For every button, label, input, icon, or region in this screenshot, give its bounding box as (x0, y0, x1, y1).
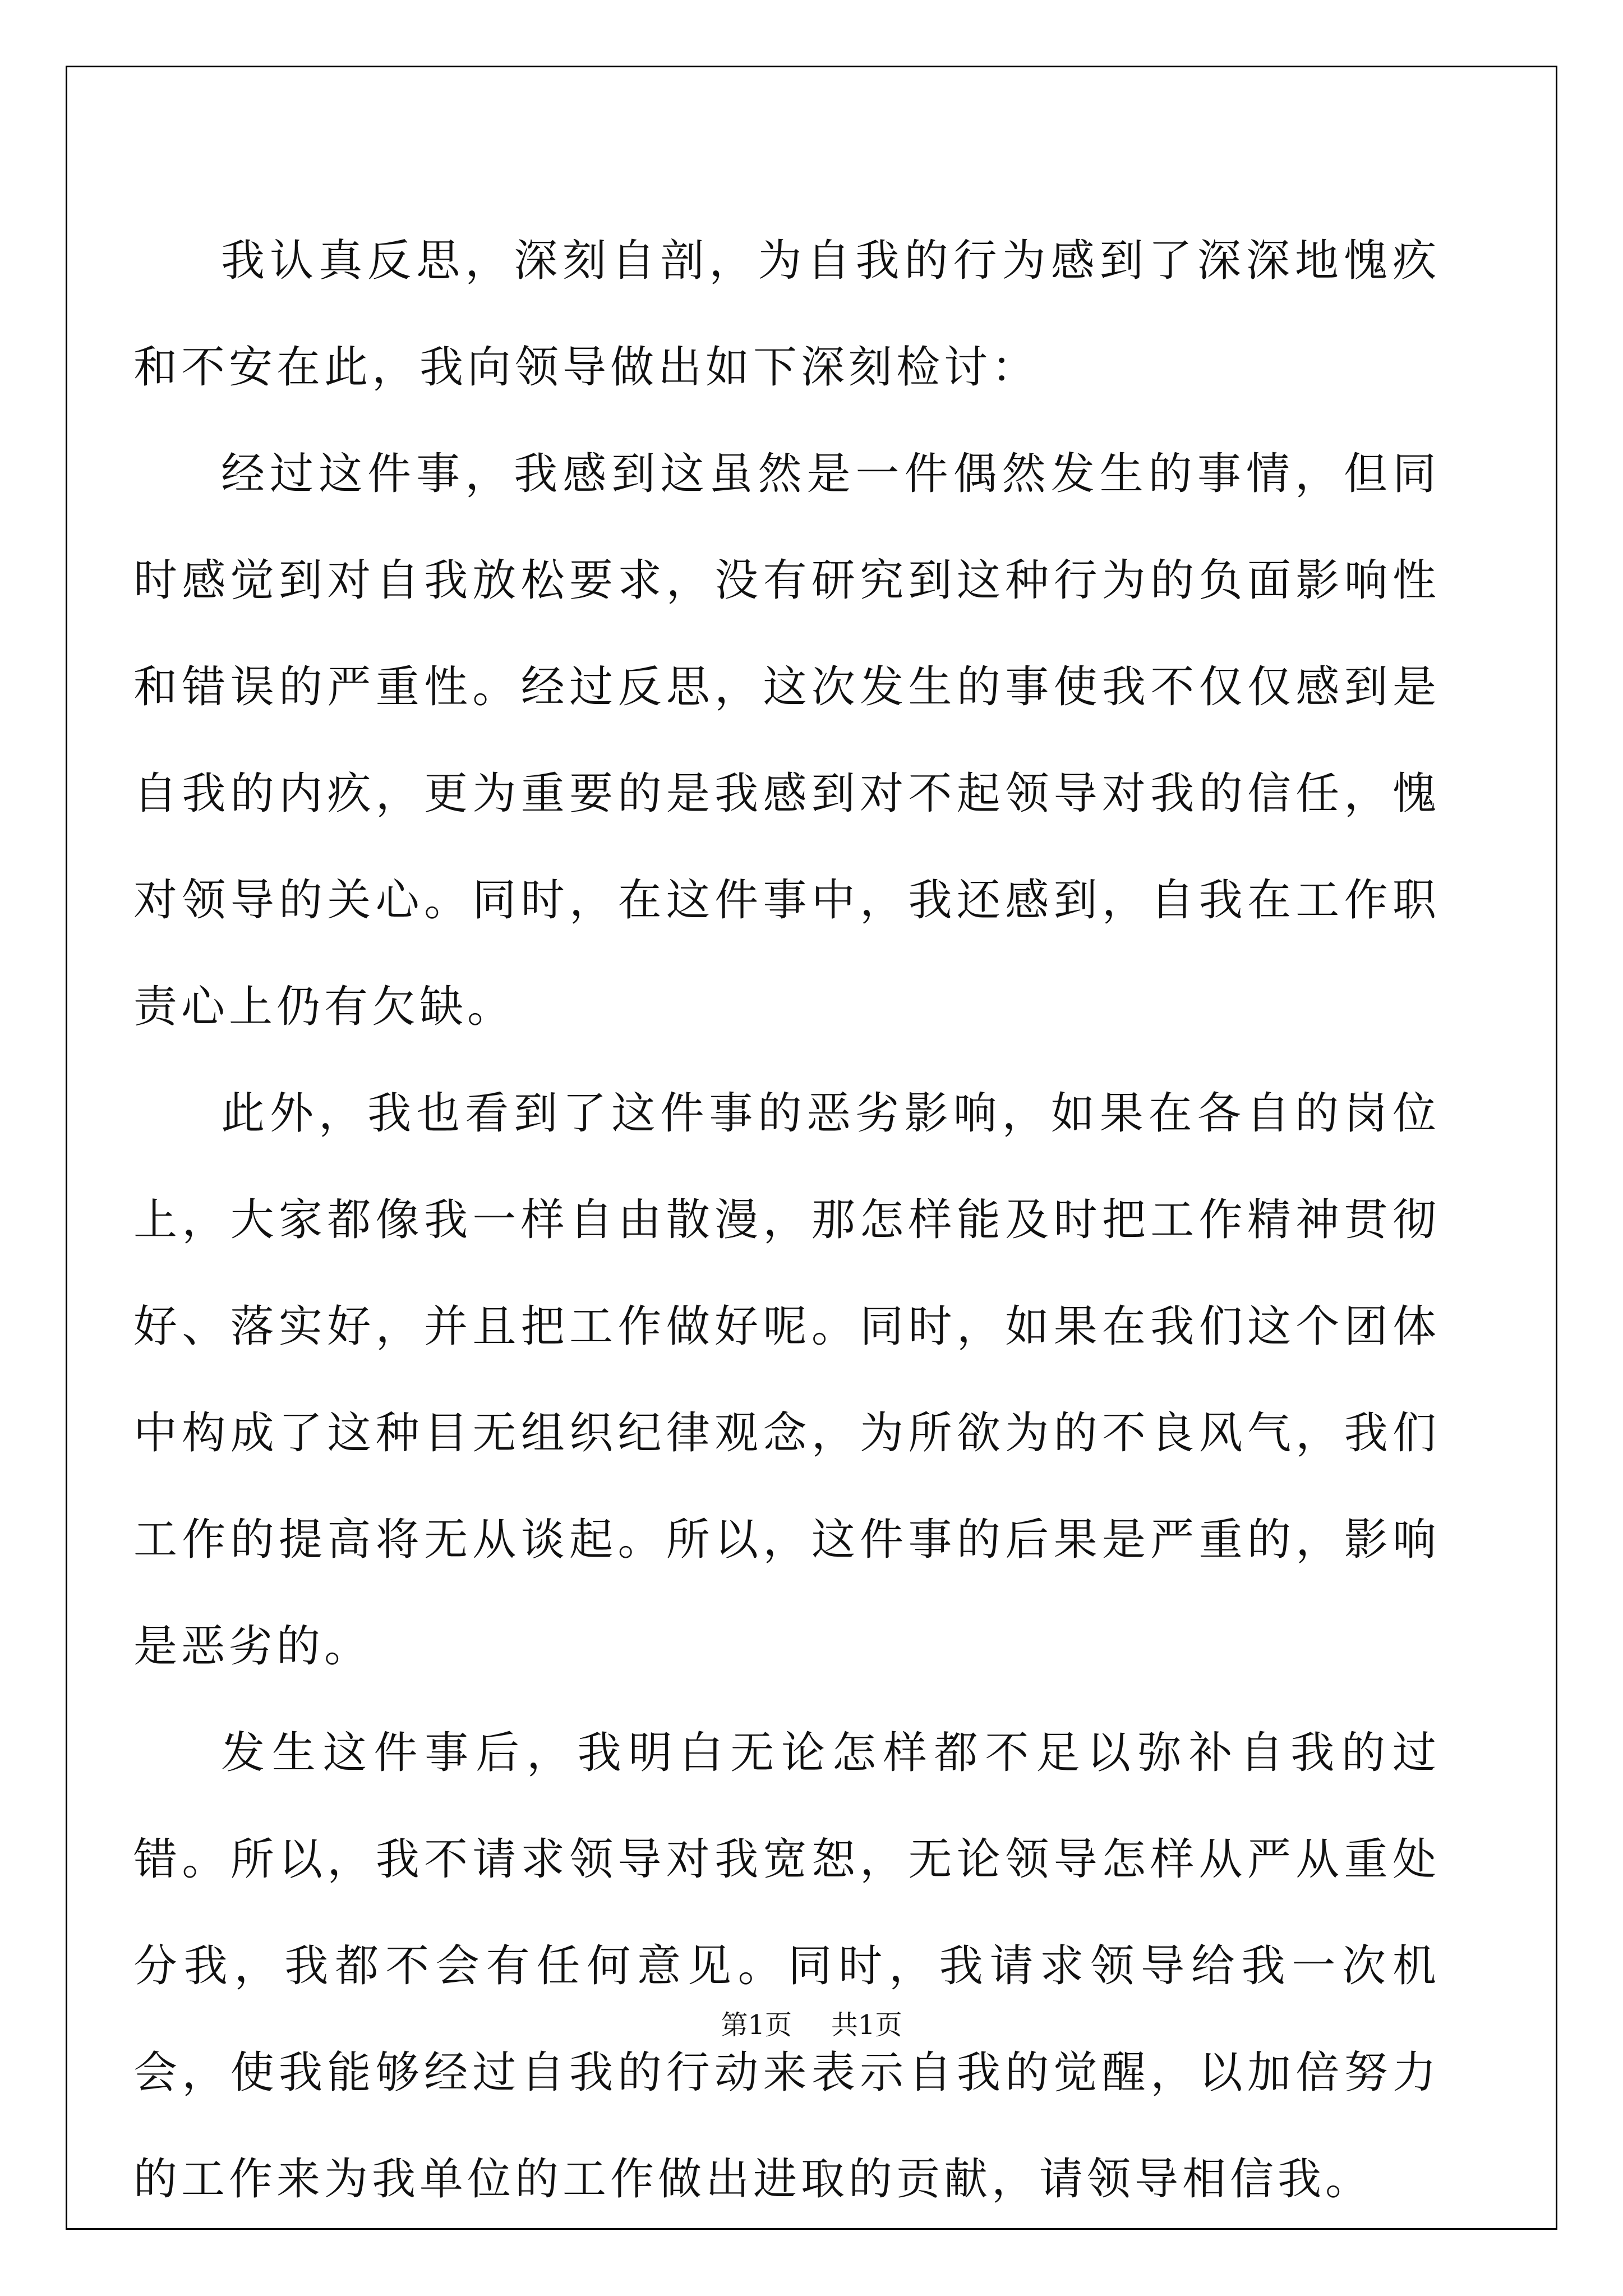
page-number: 第1页 (721, 2009, 792, 2041)
page-footer (0, 2008, 1623, 2042)
paragraph-4: 发生这件事后，我明白无论怎样都不足以弥补自我的过错。所以，我不请求领导对我宽恕，无论领导怎样从严从重处分我，我都不会有任何意见。同时，我请求领导给我一次机会，使我能够经过自我的行动来表示自我的觉醒，以加倍努力的工作来为我单位的工作做出进取的贡献，请领导相信我。 (133, 1728, 1440, 2205)
paragraph-2: 经过这件事，我感到这虽然是一件偶然发生的事情，但同时感觉到对自我放松要求，没有研究到这种行为的负面影响性和错误的严重性。经过反思，这次发生的事使我不仅仅感到是自我的内疚，更为重要的是我感到对不起领导对我的信任，愧对领导的关心。同时，在这件事中，我还感到，自我在工作职责心上仍有欠缺。 (133, 449, 1440, 1032)
page-total: 共1页 (831, 2009, 902, 2041)
paragraph-3: 此外，我也看到了这件事的恶劣影响，如果在各自的岗位上，大家都像我一样自由散漫，那怎样能及时把工作精神贯彻好、落实好，并且把工作做好呢。同时，如果在我们这个团体中构成了这种目无组织纪律观念，为所欲为的不良风气，我们工作的提高将无从谈起。所以，这件事的后果是严重的，影响是恶劣的。 (133, 1088, 1440, 1672)
document-body (133, 208, 1440, 2233)
paragraph-1: 我认真反思，深刻自剖，为自我的行为感到了深深地愧疚和不安在此，我向领导做出如下深刻检讨： (133, 236, 1440, 393)
